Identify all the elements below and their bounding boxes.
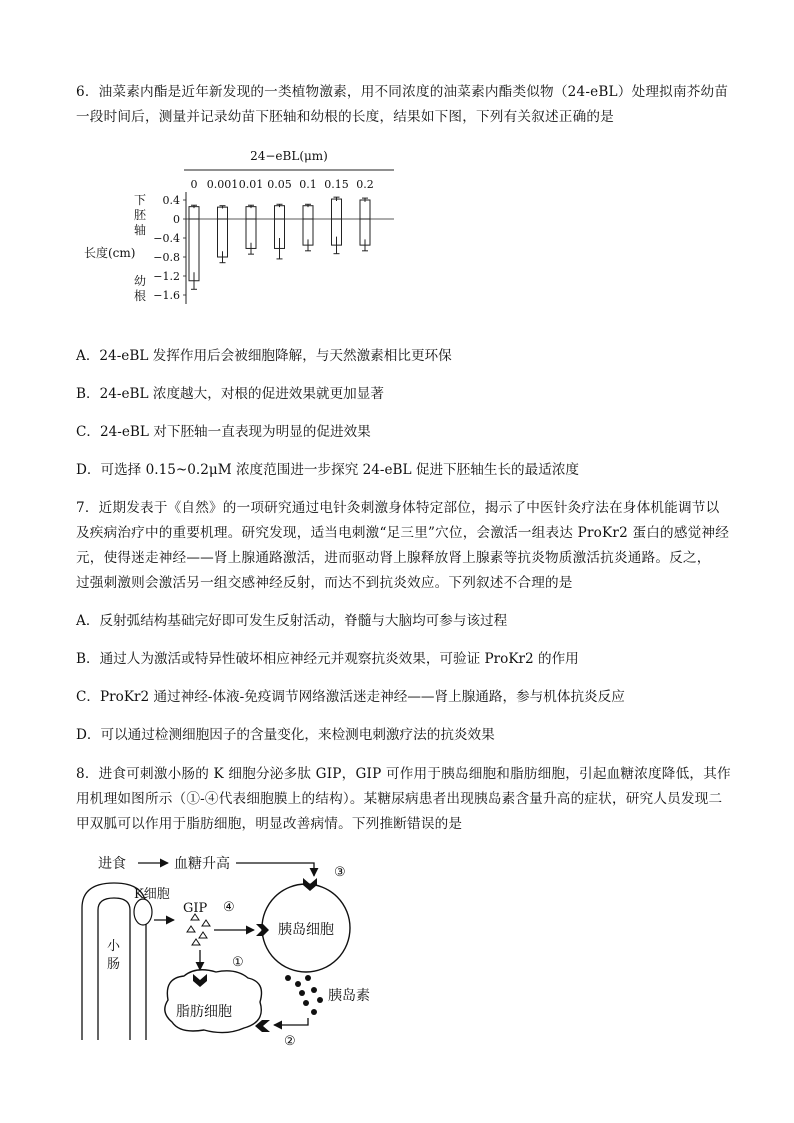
marker-3: ③ [334, 865, 346, 880]
islet-cell-label: 胰岛细胞 [278, 922, 334, 938]
q7-option-a[interactable]: A．反射弧结构基础完好即可发生反射活动，脊髓与大脑均可参与该过程 [76, 613, 508, 629]
q6-option-d[interactable]: D．可选择 0.15~0.2μM 浓度范围进一步探究 24-eBL 促进下胚轴生长的最适浓度 [76, 462, 580, 478]
q8-stem-line2: 用机理如图所示（①-④代表细胞膜上的结构）。某糖尿病患者出现胰岛素含量升高的症状，研究人员发现二 [76, 791, 723, 807]
y-tick-label-4: −1.2 [153, 270, 180, 283]
q6-option-a[interactable]: A．24-eBL 发挥作用后会被细胞降解，与天然激素相比更环保 [76, 348, 452, 364]
root-label-char-1: 根 [134, 289, 147, 303]
q7-option-c[interactable]: C．ProKr2 通过神经-体液-免疫调节网络激活迷走神经——肾上腺通路，参与机体抗炎反应 [76, 689, 625, 705]
q7-option-d[interactable]: D．可以通过检测细胞因子的含量变化，来检测电刺激疗法的抗炎效果 [76, 727, 495, 743]
category-label-1: 0.001 [206, 178, 239, 191]
category-label-3: 0.05 [267, 178, 292, 191]
root-bar-0 [189, 219, 199, 281]
hypocotyl-label-char-1: 胚 [134, 208, 147, 222]
q7-option-b[interactable]: B．通过人为激活或特异性破坏相应神经元并观察抗炎效果，可验证 ProKr2 的作用 [76, 651, 579, 667]
y-tick-labels [153, 194, 186, 302]
q8-mechanism-diagram [76, 850, 396, 1050]
q6-stem-line1: 6．油菜素内酯是近年新发现的一类植物激素，用不同浓度的油菜素内酯类似物（24-eBL）处理拟南芥幼苗 [76, 84, 729, 100]
marker-1: ① [232, 955, 244, 970]
fat-cell-label: 脂肪细胞 [176, 1004, 232, 1020]
q7-stem-line4: 过强刺激则会激活另一组交感神经反射，而达不到抗炎效应。下列叙述不合理的是 [76, 575, 573, 591]
q6-stem-line2: 一段时间后，测量并记录幼苗下胚轴和幼根的长度，结果如下图，下列有关叙述正确的是 [76, 109, 614, 125]
glucose-rise-label: 血糖升高 [174, 856, 230, 872]
category-label-4: 0.1 [299, 178, 317, 191]
insulin-granules [285, 975, 323, 1015]
chart-title: 24−eBL(μm) [250, 149, 328, 163]
k-cell-label: K细胞 [134, 887, 170, 902]
q6-bar-chart [76, 140, 406, 310]
hypocotyl-bar-4 [303, 206, 313, 219]
insulin-label: 胰岛素 [328, 988, 370, 1004]
category-label-0: 0 [190, 178, 198, 191]
y-tick-label-3: −0.8 [153, 251, 180, 264]
hypocotyl-bar-6 [360, 200, 370, 219]
hypocotyl-bar-0 [189, 207, 199, 219]
intestine-label-2: 肠 [107, 957, 121, 972]
gip-molecules [187, 914, 210, 945]
eat-label: 进食 [98, 856, 126, 872]
hypocotyl-label-char-0: 下 [134, 193, 147, 207]
marker-4: ④ [223, 900, 235, 915]
gip-label: GIP [183, 901, 208, 916]
fat-cell [165, 970, 262, 1033]
q7-stem-line2: 及疾病治疗中的重要机理。研究发现，适当电刺激“足三里”穴位，会激活一组表达 ProKr2 蛋白的感觉神经 [76, 525, 730, 541]
hypocotyl-label [134, 193, 147, 237]
q6-option-c[interactable]: C．24-eBL 对下胚轴一直表现为明显的促进效果 [76, 424, 371, 440]
category-labels [191, 178, 374, 191]
hypocotyl-label-char-2: 轴 [134, 223, 147, 237]
root-label-char-0: 幼 [134, 274, 147, 288]
bars [189, 197, 370, 289]
insulin-to-fat-arrow [274, 1018, 308, 1025]
q7-stem-line3: 元，使得迷走神经——肾上腺通路激活，进而驱动肾上腺释放肾上腺素等抗炎物质激活抗炎通路。反之， [76, 550, 711, 566]
hypocotyl-bar-2 [246, 207, 256, 219]
y-tick-label-2: −0.4 [153, 232, 180, 245]
marker-2: ② [284, 1034, 296, 1049]
q8-stem-line1: 8．进食可刺激小肠的 K 细胞分泌多肽 GIP，GIP 可作用于胰岛细胞和脂肪细胞，引起血糖浓度降低，其作 [76, 766, 731, 782]
glucose-to-receptor-arrow [236, 863, 314, 876]
intestine-label-1: 小 [107, 939, 121, 954]
y-tick-label-1: 0 [173, 213, 180, 226]
k-cell [134, 899, 152, 925]
y-tick-label-5: −1.6 [153, 289, 180, 302]
y-tick-label-0: 0.4 [162, 194, 180, 207]
root-label [134, 273, 146, 303]
q8-stem-line3: 甲双胍可以作用于脂肪细胞，明显改善病情。下列推断错误的是 [76, 816, 463, 832]
y-axis-label: 长度(cm) [84, 246, 136, 260]
hypocotyl-bar-5 [332, 199, 342, 219]
hypocotyl-bar-1 [218, 207, 228, 219]
category-label-2: 0.01 [238, 178, 264, 191]
hypocotyl-bar-3 [275, 206, 285, 219]
category-label-5: 0.15 [324, 178, 349, 191]
q7-stem-line1: 7．近期发表于《自然》的一项研究通过电针灸刺激身体特定部位，揭示了中医针灸疗法在身体机能调节以 [76, 500, 720, 516]
category-label-6: 0.2 [356, 178, 374, 191]
q6-option-b[interactable]: B．24-eBL 浓度越大，对根的促进效果就更加显著 [76, 386, 384, 402]
